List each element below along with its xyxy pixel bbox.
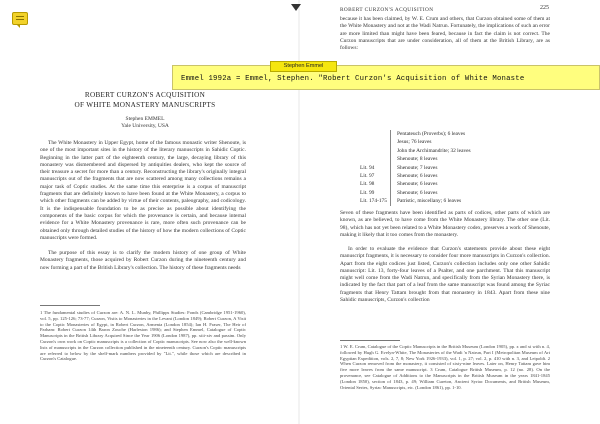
table-row: Lit. 94 Shenoute; 7 leaves [360,164,438,171]
body-paragraph-right-1: Seven of these fragments have been identified as parts of codices, other parts of which are known, as are believed, to have come from the White Monastery library. The other one (Lit. 98), which has not yet been related to a White Monastery codex, preserves a work of Shenoute, making it likely that it too comes from the monastery. [340,210,550,238]
table-row: John the Archimandrite; 32 leaves [360,147,550,155]
annotation-popup[interactable] [172,65,600,90]
page-number: 225 [540,5,549,11]
article-title [50,90,240,110]
sticky-note-icon[interactable] [12,12,28,25]
article-title-line2: OF WHITE MONASTERY MANUSCRIPTS [74,101,216,109]
body-paragraph-right-2: In order to evaluate the evidence that Curzon's statements provide about these eight manuscript fragments, it is necessary to consider four more manuscripts in Curzon's collection. Apart from the eight codices just listed, Curzon's collection includes only one other Sahidic manuscript: Lit. 13, forty-four leaves of a Psalter, and one parchment. That this manuscript might well come from the Wadi Natrun, and specifically from the Syrian Monastery there, is indicated by the fact that part of a leaf from the same manuscript was found among the Syriac fragments that Henry Tattam brought from that monastery in 1843. Apart from these nine Sahidic manuscripts, Curzon's collection [340,246,550,304]
manuscript-table [360,130,550,206]
table-row: Shenoute; 8 leaves [360,155,550,163]
table-row: Lit. 174-175 Patristic, miscellany; 6 leaves [360,198,462,205]
body-paragraph-2: The purpose of this essay is to clarify the modern history of one group of White Monastery fragments, those acquired by Robert Curzon during the nineteenth century and now forming a part of the British Library's collection. The history of these fragments needs [40,250,246,271]
annotation-text[interactable]: Emmel 1992a = Emmel, Stephen. "Robert Curzon's Acquisition of White Monaste [181,75,525,83]
table-row: Pentateuch (Proverbs); 6 leaves [360,130,550,138]
page-marker-icon [291,4,301,11]
body-paragraph-1: The White Monastery in Upper Egypt, home of the famous monastic writer Shenoute, is one of the most important sites in the history of the literary manuscripts in Sahidic Coptic. Beginning in the latter part of the eighteenth century, the large, decaying library of this monastery was dismembered and dispersed by antiquities dealers, who kept the source of their treasure a secret for more than a century. Reconstructing the library's originally integral manuscripts out of the fragments that are now scattered among many collections remains a major task of Coptic studies. At the same time this enterprise is a corpus of manuscript fragments that are definitely known to have been found at the White Monastery, a corpus to which other fragments can be added by virtue of their contents, paleography, and codicology. It is the indispensable foundation to be as precise as possible about identifying the components of the basic corpus for which the provenance is certain, and because internal evidence for a White Monastery provenance is rare, more often such provenance can be obtained only through detailed studies of the history of how the modern collections of Coptic manuscripts were formed. [40,140,246,241]
intro-text: because it has been claimed, by W. E. Crum and others, that Curzon obtained some of them at the White Monastery and not at the Wadi Natrun. Fortunately, the implications of such an error are more limited than might have been feared, because in fact the claim is not correct. The Curzon manuscripts that are under consideration, all of them at the British Library, are as follows: [340,16,550,52]
footnotes-right: 1 W. E. Crum, Catalogue of the Coptic Manuscripts in the British Museum (London 1905), pp. x and xi with n. 4, followed by Hugh G. Evelyn-White, The Monasteries of the Wadi 'n Natrun, Part I (Metropolitan Museum of Art Egyptian Expedition, vols. 2, 7, 8; New York 1926-1933), vol. 1, p. 27; vol. 2, p. 410 with n. 3, and Leipoldt. 2 When Curzon removed from the monastery, it consisted of sixty-nine leaves. Later on, Henry Tattam gave him five more leaves from the same manuscript. 3 Crum, Catalogue British Museum, p. 12 (no. 28). On the provenance, see Catalogue of Additions to the Manuscripts in the British Museum in the years 1841-1845 (London 1850), section of 1843, p. 49; William Cureton, Ancient Syriac Documents, and British Museum, Oriental Series, Syriac Manuscripts, etc. (London 1861), pp. 1-10. [340,344,550,390]
article-title-line1: ROBERT CURZON'S ACQUISITION [84,91,206,99]
article-byline [50,116,240,130]
footnote-divider [40,305,100,306]
pdf-page-right [300,0,600,424]
running-head: ROBERT CURZON'S ACQUISITION [340,7,434,13]
footnotes-left: 1 The fundamental studies of Curzon are: A. N. L. Munby, Phillipps Studies: Fonds (Cambridge 1951-1960), vol. 5, pp. 125-126; 73-77; Curzon, Visits to Monasteries in the Levant (London 1849); Robert Curzon, A Visit to the Coptic Monasteries of Egypt, in Robert Curzon, Armenia (London 1854); Ian H. Fraser, The Heir of Parham: Robert Curzon 14th Baron Zouche (Harleston 1986); and Stephen Emmel, Catalogue of Coptic Manuscripts in the British Library Acquired Since the Year 1906 (London 1987), pp. xiii-xiv and passim. Only Curzon's own work on Coptic manuscripts is a collection of Coptic manuscripts. See now also the well-known lists of manuscripts in the Curzon collection published in the nineteenth century. Curzon's Coptic manuscripts are referred to below by the shelf-mark numbers provided by "Lit.", while those which are described in Curzon's Catalogue. [40,310,246,362]
annotation-author[interactable]: Stephen Emmel [270,61,337,72]
table-row: Lit. 99 Shenoute; 6 leaves [360,189,438,196]
table-row: Lit. 98 Shenoute; 6 leaves [360,181,438,188]
table-row: Jesus; 76 leaves [360,138,550,146]
footnote-divider [340,340,400,341]
author-name: Stephen EMMEL [125,116,165,122]
author-affiliation: Yale University, USA [121,123,169,129]
table-row: Lit. 97 Shenoute; 6 leaves [360,172,438,179]
